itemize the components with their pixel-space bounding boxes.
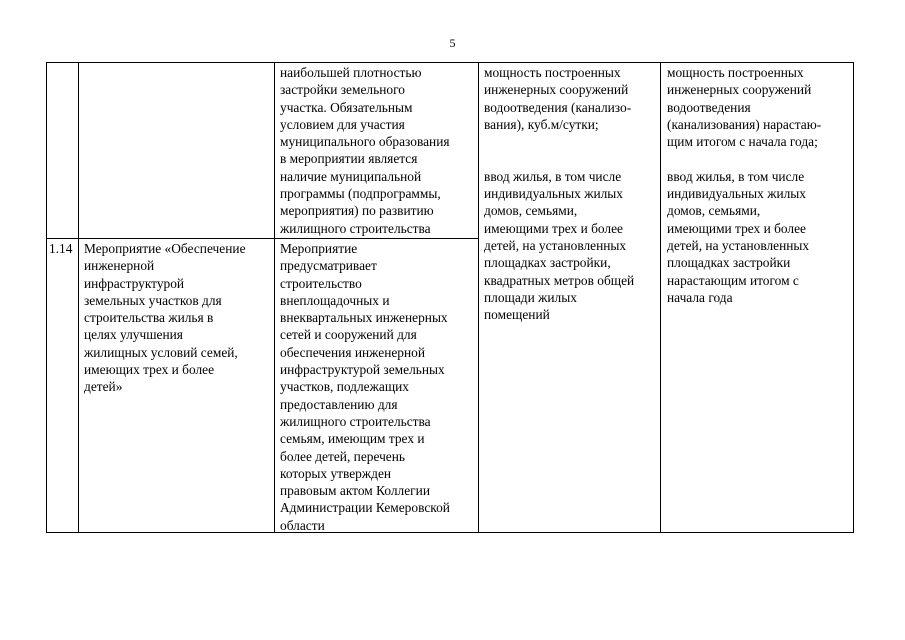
page-number: 5 [449,36,456,50]
cell-row-number: 1.14 [49,241,73,256]
cell-calculation: мощность построенных инженерных сооружений водоотведения (канализования) нарастаю- щим итогом с начала года; ввод жилья, в том числе индивидуальных жилых домов, семьями, имеющими трех и более детей, на установленных площадках застройки нарастающим итогом с начала года [667,65,822,305]
table-bottom-border [46,532,854,533]
cell-indicator: мощность построенных инженерных сооружений водоотведения (канализо- вания), куб.м/сутки; ввод жилья, в том числе индивидуальных жилых домов, семьями, имеющими трех и более детей, на установленных площадках застройки, квадратных метров общей площади жилых помещений [484,65,635,323]
column-border [478,62,479,533]
cell-description-continued: наибольшей плотностью застройки земельного участка. Обязательным условием для участия муниципального образования в мероприятии является наличие муниципальной программы (подпрограммы, мероприятия) по развитию жилищного строительства [280,65,450,236]
column-border [274,62,275,533]
column-border [853,62,854,533]
cell-measure-description: Мероприятие предусматривает строительство внеплощадочных и внеквартальных инженерных сетей и сооружений для обеспечения инженерной инфраструктурой земельных участков, подлежащих предоставлению для жилищного строительства семьям, имеющим трех и более детей, перечень которых утвержден правовым актом Коллегии Администрации Кемеровской области [280,241,450,533]
column-border [46,62,47,533]
row-divider [46,238,478,239]
cell-measure-name: Мероприятие «Обеспечение инженерной инфраструктурой земельных участков для строительства жилья в целях улучшения жилищных условий семей, имеющих трех и более детей» [84,241,246,395]
table-top-border [46,62,854,63]
column-border [78,62,79,533]
column-border [660,62,661,533]
